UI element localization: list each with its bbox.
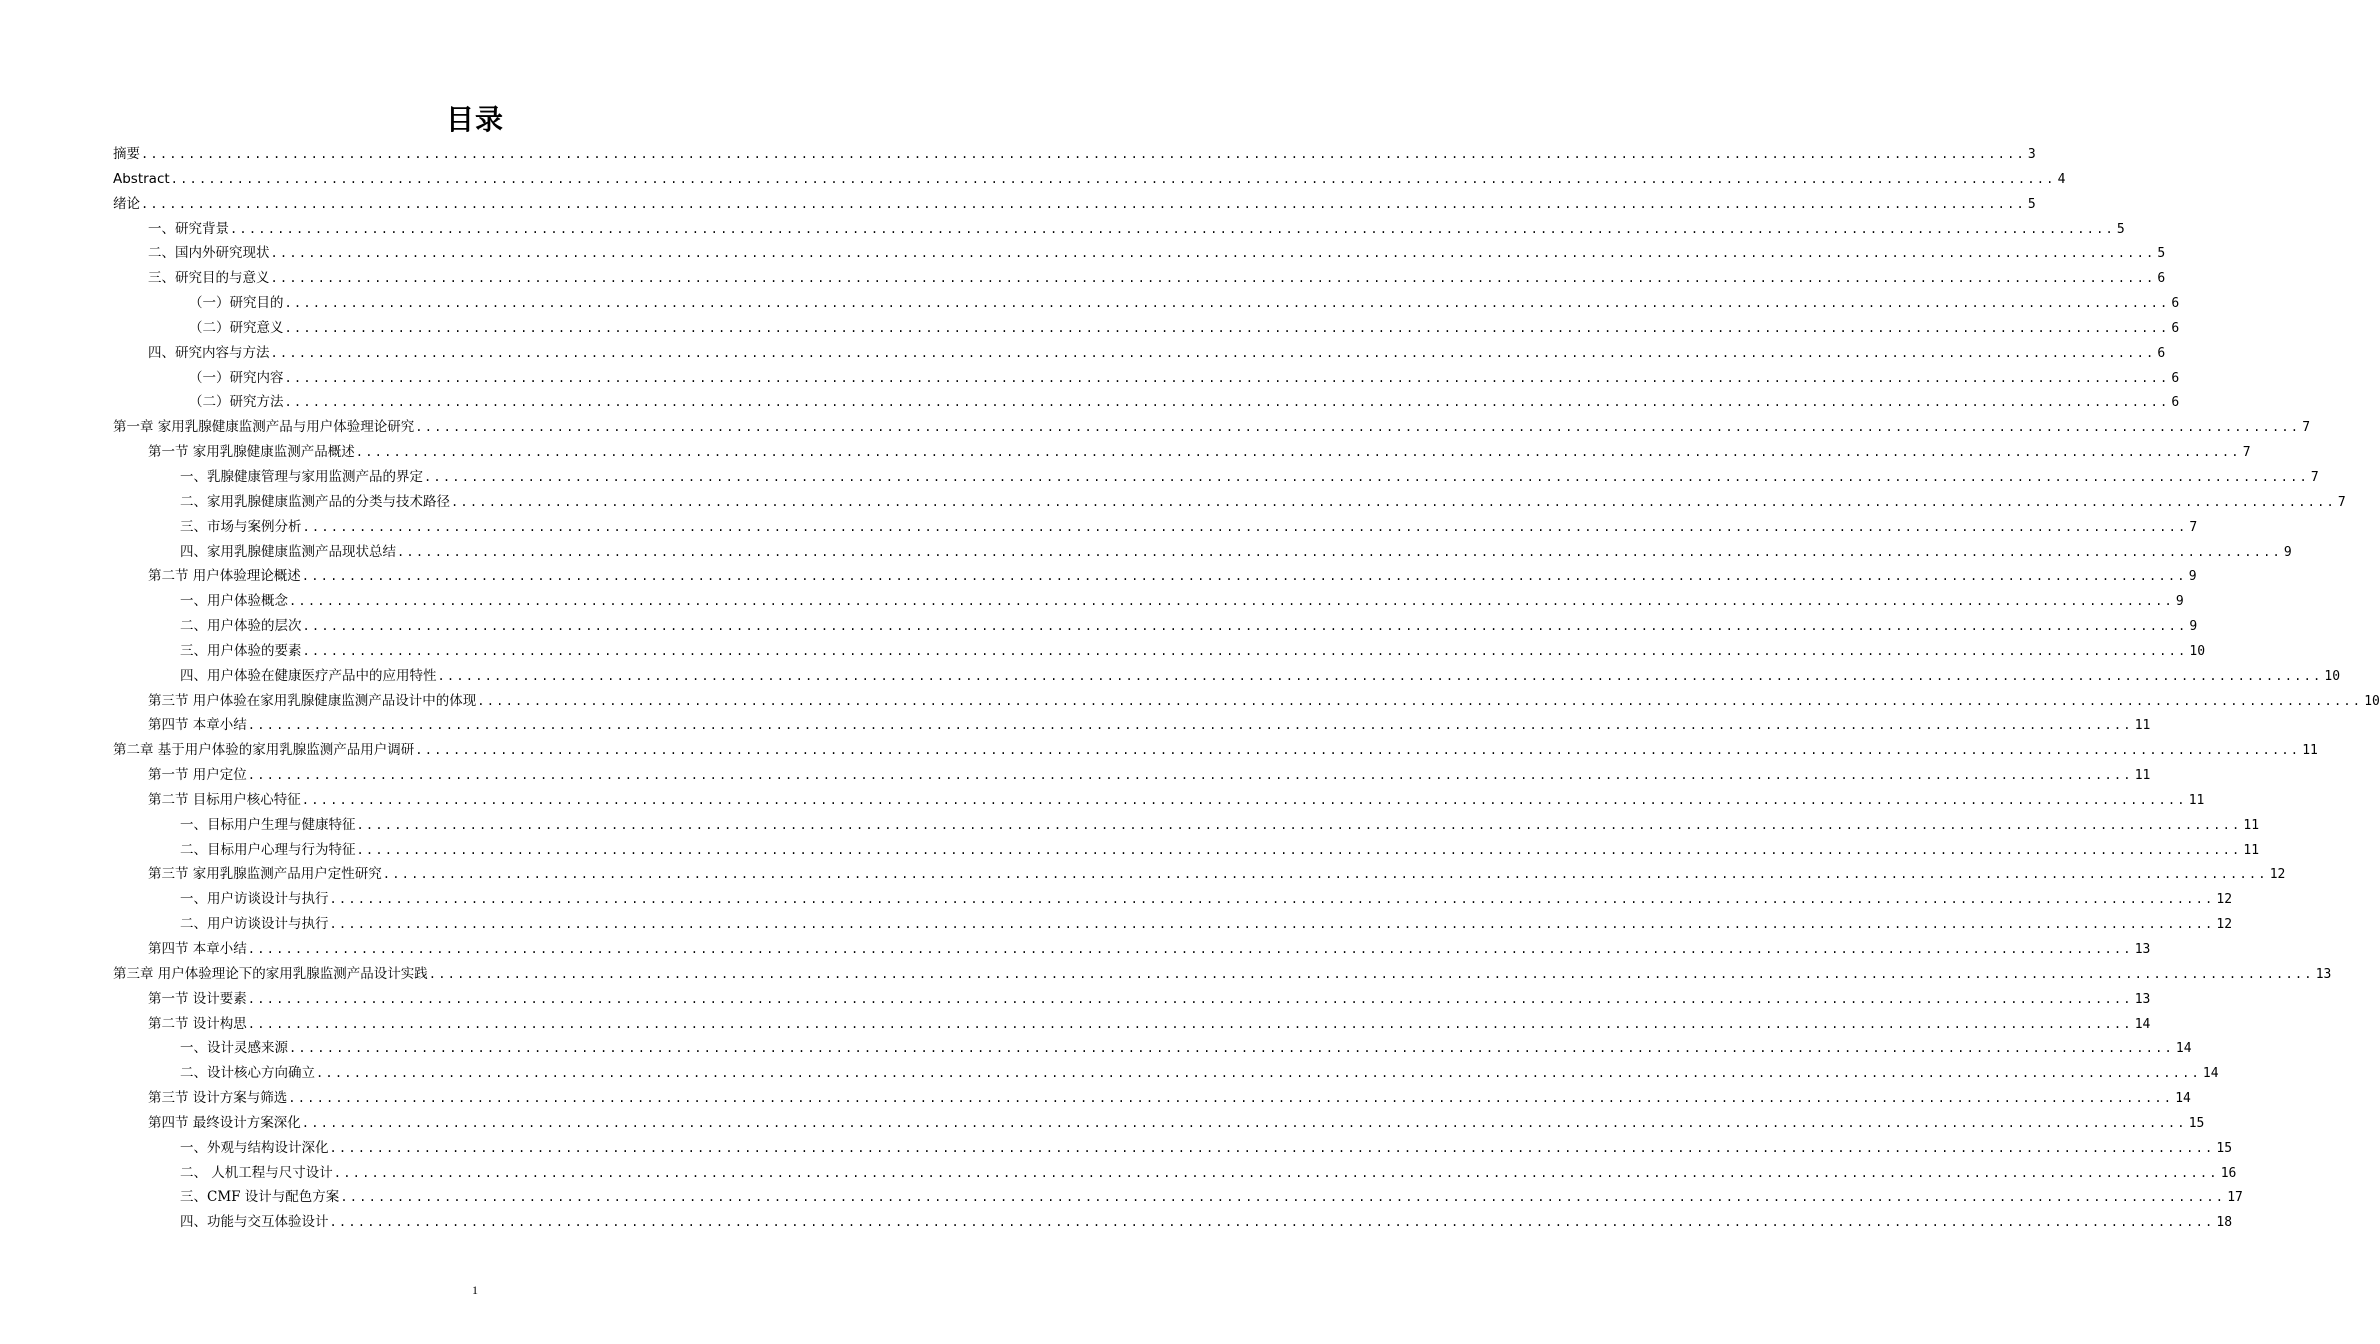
dot-leader: ........................................................................................................................................................................................................ — [302, 643, 2188, 658]
toc-entry[interactable] — [113, 1036, 2192, 1061]
toc-entry-page: 13 — [2315, 966, 2332, 982]
toc-entry-page: 17 — [2227, 1190, 2243, 1206]
toc-entry-title: 绪论 — [113, 195, 140, 212]
toc-entry-title: 二、用户访谈设计与执行 — [180, 916, 329, 933]
toc-entry-page: 7 — [2337, 494, 2346, 510]
toc-entry[interactable] — [113, 291, 2180, 316]
dot-leader: ........................................................................................................................................................................................................ — [141, 196, 2026, 211]
toc-entry-page: 6 — [2157, 345, 2166, 361]
toc-entry[interactable] — [113, 217, 2125, 242]
toc-entry-page: 6 — [2171, 370, 2180, 386]
toc-entry[interactable] — [113, 366, 2180, 391]
dot-leader: ........................................................................................................................................................................................................ — [288, 1091, 2174, 1106]
toc-entry-title: 四、用户体验在健康医疗产品中的应用特性 — [180, 667, 437, 684]
toc-entry[interactable] — [113, 540, 2292, 565]
toc-entry-page: 16 — [2220, 1165, 2237, 1181]
dot-leader: ........................................................................................................................................................................................................ — [329, 1140, 2215, 1155]
toc-entry-title: 一、外观与结构设计深化 — [180, 1139, 329, 1156]
dot-leader: ........................................................................................................................................................................................................ — [170, 171, 2056, 186]
toc-entry-title: 第二章 基于用户体验的家用乳腺监测产品用户调研 — [113, 742, 415, 759]
dot-leader: ........................................................................................................................................................................................................ — [415, 743, 2301, 758]
dot-leader: ........................................................................................................................................................................................................ — [284, 296, 2170, 311]
toc-entry-title: 一、设计灵感来源 — [180, 1040, 288, 1057]
dot-leader: ........................................................................................................................................................................................................ — [355, 445, 2241, 460]
toc-entry-title: 第三节 家用乳腺监测产品用户定性研究 — [148, 866, 382, 883]
toc-entry-page: 10 — [2364, 693, 2380, 709]
toc-entry-title: 一、乳腺健康管理与家用监测产品的界定 — [180, 468, 423, 485]
toc-entry-title: 第一节 设计要素 — [148, 990, 247, 1007]
dot-leader: ........................................................................................................................................................................................................ — [356, 817, 2242, 832]
toc-entry-page: 9 — [2175, 594, 2184, 610]
toc-entry[interactable] — [113, 440, 2251, 465]
toc-entry[interactable] — [113, 763, 2151, 788]
toc-entry-title: 第二节 用户体验理论概述 — [148, 568, 301, 585]
toc-entry[interactable] — [113, 415, 2311, 440]
toc-entry[interactable] — [113, 862, 2286, 887]
dot-leader: ........................................................................................................................................................................................................ — [301, 792, 2187, 807]
toc-entry[interactable] — [113, 1012, 2151, 1037]
dot-leader: ........................................................................................................................................................................................................ — [302, 619, 2188, 634]
dot-leader: ........................................................................................................................................................................................................ — [141, 147, 2026, 161]
toc-entry-title: 第三章 用户体验理论下的家用乳腺监测产品设计实践 — [113, 965, 428, 982]
dot-leader: ........................................................................................................................................................................................................ — [428, 966, 2314, 981]
dot-leader: ........................................................................................................................................................................................................ — [270, 246, 2156, 261]
dot-leader: ........................................................................................................................................................................................................ — [424, 469, 2309, 484]
toc-entry-page: 13 — [2134, 991, 2151, 1007]
toc-entry-page: 10 — [2189, 643, 2206, 659]
toc-entry-page: 5 — [2116, 221, 2125, 237]
toc-entry-title: 三、研究目的与意义 — [148, 270, 270, 287]
dot-leader: ........................................................................................................................................................................................................ — [451, 494, 2336, 509]
toc-entry[interactable] — [113, 192, 2036, 217]
toc-entry-page: 7 — [2310, 469, 2319, 485]
dot-leader: ........................................................................................................................................................................................................ — [437, 668, 2323, 683]
page-title: 目录 — [445, 103, 504, 136]
toc-entry[interactable] — [113, 515, 2198, 540]
dot-leader: ........................................................................................................................................................................................................ — [329, 917, 2215, 932]
toc-entry-title: 第三节 设计方案与筛选 — [148, 1090, 288, 1107]
toc-entry-title: Abstract — [113, 170, 170, 187]
toc-entry[interactable] — [113, 241, 2166, 266]
toc-entry-page: 14 — [2175, 1041, 2192, 1057]
dot-leader: ........................................................................................................................................................................................................ — [230, 221, 2115, 236]
toc-entry-title: 二、家用乳腺健康监测产品的分类与技术路径 — [180, 493, 450, 510]
toc-entry-title: 四、家用乳腺健康监测产品现状总结 — [180, 543, 396, 560]
toc-entry-page: 3 — [2027, 147, 2036, 162]
toc-entry-title: 第二节 设计构思 — [148, 1015, 247, 1032]
toc-entry-title: 三、CMF 设计与配色方案 — [180, 1189, 340, 1206]
toc-entry-page: 11 — [2134, 768, 2151, 784]
toc-entry-title: 二、设计核心方向确立 — [180, 1065, 315, 1082]
toc-entry[interactable] — [113, 838, 2260, 863]
toc-entry[interactable] — [113, 1210, 2233, 1235]
toc-entry-title: 二、 人机工程与尺寸设计 — [180, 1164, 333, 1181]
toc-entry[interactable] — [113, 1185, 2243, 1210]
toc-entry[interactable] — [113, 614, 2198, 639]
toc-entry-title: 三、用户体验的要素 — [180, 642, 302, 659]
toc-entry-page: 13 — [2134, 942, 2151, 957]
toc-entry-title: 第二节 目标用户核心特征 — [148, 791, 301, 808]
toc-entry-title: 第一章 家用乳腺健康监测产品与用户体验理论研究 — [113, 419, 415, 436]
toc-entry[interactable] — [113, 689, 2380, 714]
toc-entry-title: 四、研究内容与方法 — [148, 344, 270, 361]
dot-leader: ........................................................................................................................................................................................................ — [301, 569, 2187, 584]
toc-entry[interactable] — [113, 937, 2151, 962]
toc-entry-page: 15 — [2216, 1140, 2233, 1156]
toc-entry[interactable] — [113, 167, 2066, 192]
toc-entry-title: 第一节 用户定位 — [148, 767, 247, 784]
toc-entry[interactable] — [113, 465, 2319, 490]
toc-entry[interactable] — [113, 390, 2180, 415]
toc-entry[interactable] — [113, 266, 2166, 291]
toc-entry-page: 12 — [2216, 892, 2233, 908]
dot-leader: ........................................................................................................................................................................................................ — [356, 842, 2242, 857]
dot-leader: ........................................................................................................................................................................................................ — [247, 991, 2133, 1006]
toc-entry-title: 第一节 家用乳腺健康监测产品概述 — [148, 444, 355, 461]
toc-entry[interactable] — [113, 142, 2036, 167]
toc-entry-page: 4 — [2057, 171, 2066, 187]
table-of-contents — [113, 142, 2380, 1235]
toc-entry-page: 11 — [2243, 842, 2260, 858]
toc-entry-title: 第四节 最终设计方案深化 — [148, 1114, 301, 1131]
dot-leader: ........................................................................................................................................................................................................ — [247, 942, 2133, 956]
toc-entry[interactable] — [113, 813, 2260, 838]
toc-entry-page: 14 — [2202, 1066, 2219, 1082]
toc-entry[interactable] — [113, 912, 2233, 937]
toc-entry-title: 第四节 本章小结 — [148, 941, 247, 957]
dot-leader: ........................................................................................................................................................................................................ — [316, 1066, 2201, 1081]
toc-entry[interactable] — [113, 1136, 2233, 1161]
footer-page-number: 1 — [472, 1283, 478, 1297]
toc-entry-page: 6 — [2157, 271, 2166, 287]
toc-entry-page: 9 — [2188, 569, 2197, 585]
toc-entry-title: 一、研究背景 — [148, 220, 229, 237]
toc-entry[interactable] — [113, 1086, 2191, 1111]
dot-leader: ........................................................................................................................................................................................................ — [477, 693, 2363, 708]
dot-leader: ........................................................................................................................................................................................................ — [329, 1215, 2215, 1230]
toc-entry-title: 第四节 本章小结 — [148, 717, 247, 734]
toc-entry[interactable] — [113, 564, 2197, 589]
toc-entry-page: 7 — [2302, 420, 2311, 436]
toc-entry-page: 14 — [2134, 1016, 2151, 1032]
toc-entry-page: 6 — [2171, 296, 2180, 312]
toc-entry-title: 一、用户体验概念 — [180, 593, 288, 610]
toc-entry[interactable] — [113, 962, 2332, 987]
toc-entry[interactable] — [113, 887, 2233, 912]
toc-entry-title: （二）研究方法 — [189, 394, 284, 411]
toc-entry-title: （二）研究意义 — [189, 319, 284, 336]
dot-leader: ........................................................................................................................................................................................................ — [247, 718, 2133, 733]
dot-leader: ........................................................................................................................................................................................................ — [301, 1115, 2187, 1130]
toc-entry-title: 一、目标用户生理与健康特征 — [180, 816, 356, 833]
toc-entry-page: 11 — [2134, 718, 2151, 734]
toc-entry[interactable] — [113, 316, 2180, 341]
toc-entry[interactable] — [113, 713, 2151, 738]
dot-leader: ........................................................................................................................................................................................................ — [247, 768, 2133, 783]
toc-entry-page: 6 — [2171, 395, 2180, 411]
toc-entry-page: 5 — [2027, 196, 2036, 212]
toc-entry[interactable] — [113, 987, 2151, 1012]
toc-entry[interactable] — [113, 490, 2346, 515]
dot-leader: ........................................................................................................................................................................................................ — [397, 544, 2282, 559]
toc-entry[interactable] — [113, 1061, 2219, 1086]
toc-entry-page: 14 — [2175, 1091, 2191, 1107]
toc-entry-title: 四、功能与交互体验设计 — [180, 1214, 329, 1231]
toc-entry-page: 12 — [2216, 917, 2233, 933]
toc-entry[interactable] — [113, 1111, 2205, 1136]
toc-entry-page: 9 — [2283, 544, 2292, 560]
toc-entry[interactable] — [113, 341, 2166, 366]
dot-leader: ........................................................................................................................................................................................................ — [302, 519, 2188, 534]
toc-entry-page: 11 — [2302, 743, 2318, 759]
toc-entry[interactable] — [113, 589, 2184, 614]
toc-entry[interactable] — [113, 788, 2205, 813]
toc-entry-title: 二、国内外研究现状 — [148, 245, 270, 262]
toc-entry-title: （一）研究内容 — [189, 369, 284, 386]
toc-entry-page: 11 — [2243, 817, 2260, 833]
dot-leader: ........................................................................................................................................................................................................ — [333, 1165, 2219, 1180]
dot-leader: ........................................................................................................................................................................................................ — [247, 1016, 2133, 1031]
toc-entry[interactable] — [113, 664, 2341, 689]
dot-leader: ........................................................................................................................................................................................................ — [284, 370, 2170, 385]
toc-entry-page: 10 — [2324, 668, 2341, 684]
toc-entry-title: 一、用户访谈设计与执行 — [180, 891, 329, 908]
toc-entry[interactable] — [113, 738, 2318, 763]
dot-leader: ........................................................................................................................................................................................................ — [270, 271, 2156, 286]
toc-entry[interactable] — [113, 1161, 2237, 1186]
toc-entry-page: 18 — [2216, 1215, 2233, 1231]
toc-entry-title: 摘要 — [113, 146, 140, 162]
toc-entry-title: 二、用户体验的层次 — [180, 618, 302, 635]
toc-entry-page: 12 — [2269, 867, 2286, 883]
toc-entry-page: 9 — [2189, 619, 2198, 635]
dot-leader: ........................................................................................................................................................................................................ — [329, 892, 2215, 907]
dot-leader: ........................................................................................................................................................................................................ — [340, 1190, 2226, 1205]
toc-entry-page: 6 — [2171, 320, 2180, 336]
dot-leader: ........................................................................................................................................................................................................ — [415, 420, 2301, 435]
toc-entry-title: （一）研究目的 — [189, 295, 284, 312]
toc-entry-page: 11 — [2188, 792, 2205, 808]
dot-leader: ........................................................................................................................................................................................................ — [270, 345, 2156, 360]
dot-leader: ........................................................................................................................................................................................................ — [284, 320, 2170, 335]
toc-entry-page: 7 — [2242, 445, 2251, 461]
toc-entry-title: 二、目标用户心理与行为特征 — [180, 841, 356, 858]
dot-leader: ........................................................................................................................................................................................................ — [382, 867, 2268, 882]
dot-leader: ........................................................................................................................................................................................................ — [289, 594, 2174, 609]
toc-entry-page: 5 — [2157, 246, 2166, 262]
toc-entry-page: 15 — [2188, 1115, 2205, 1131]
toc-entry-page: 7 — [2189, 519, 2198, 535]
dot-leader: ........................................................................................................................................................................................................ — [284, 395, 2170, 410]
toc-entry-title: 第三节 用户体验在家用乳腺健康监测产品设计中的体现 — [148, 692, 477, 709]
dot-leader: ........................................................................................................................................................................................................ — [289, 1041, 2174, 1056]
toc-entry-title: 三、市场与案例分析 — [180, 518, 302, 535]
toc-entry[interactable] — [113, 639, 2206, 664]
